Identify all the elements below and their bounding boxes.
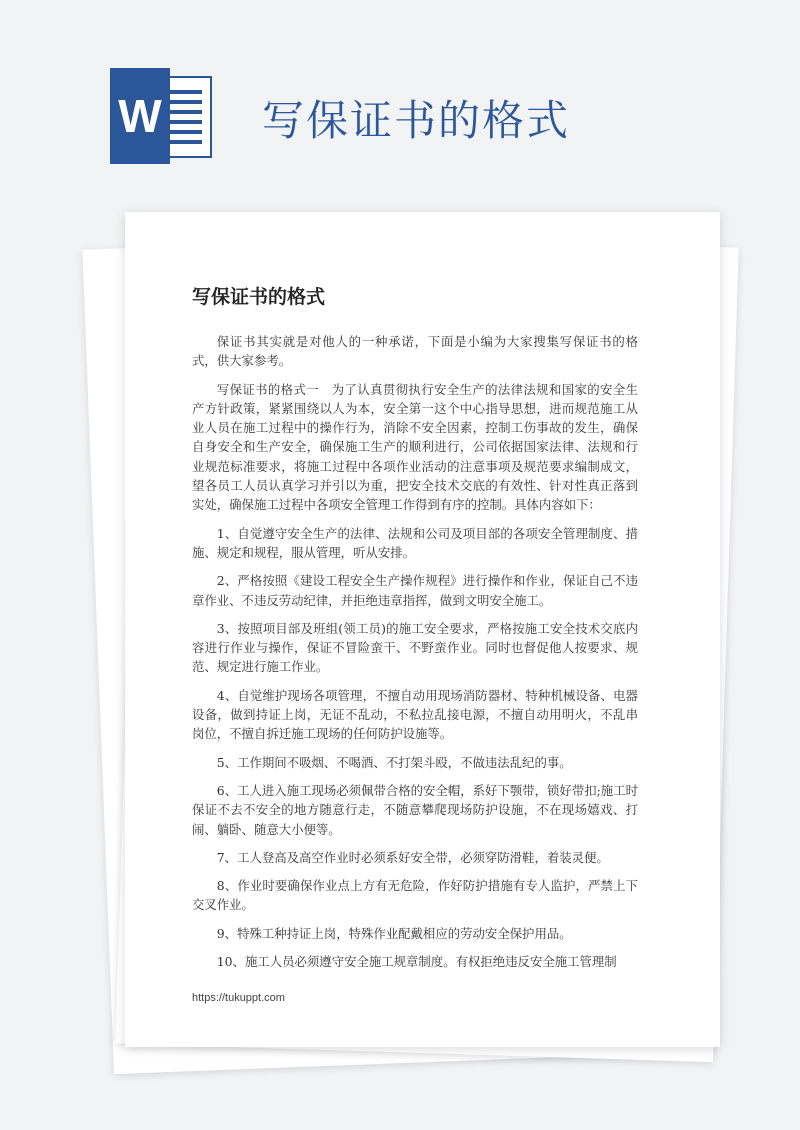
- footer-url: https://tukuppt.com: [192, 992, 285, 1004]
- paragraph: 6、工人进入施工现场必须佩带合格的安全帽，系好下颚带，锁好带扣;施工时保证不去不安全的地方随意行走，不随意攀爬现场防护设施，不在现场嬉戏、打闹、躺卧、随意大小便等。: [192, 782, 638, 837]
- banner-header: [0, 0, 800, 200]
- paragraph: 7、工人登高及高空作业时必须系好安全带，必须穿防滑鞋，着装灵便。: [216, 849, 609, 865]
- paragraph: 保证书其实就是对他人的一种承诺，下面是小编为大家搜集写保证书的格式，供大家参考。: [192, 334, 638, 369]
- paragraph: 10、施工人员必须遵守安全施工规章制度。有权拒绝违反安全施工管理制: [216, 954, 617, 970]
- paragraph: 2、严格按照《建设工程安全生产操作规程》进行操作和作业，保证自己不违章作业、不违反劳动纪律，并拒绝违章指挥，做到文明安全施工。: [192, 573, 638, 608]
- paragraph: 8、作业时要确保作业点上方有无危险，作好防护措施有专人监护，严禁上下交叉作业。: [192, 878, 638, 913]
- paragraph: 3、按照项目部及班组(领工员)的施工安全要求，严格按施工安全技术交底内容进行作业与操作，保证不冒险蛮干、不野蛮作业。同时也督促他人按要求、规范、规定进行施工作业。: [192, 620, 638, 675]
- word-letter-tile: W: [110, 68, 170, 164]
- paragraph: 写保证书的格式一 为了认真贯彻执行安全生产的法律法规和国家的安全生产方针政策，紧紧围绕以人为本，安全第一这个中心指导思想，进而规范施工从业人员在施工过程中的操作行为，消除不安全因素，控制工伤事故的发生，确保自身安全和生产安全，确保施工生产的顺利进行，公司依据国家法律、法规和行业规范标准要求，将施工过程中各项作业活动的注意事项及规范要求编制成文，望各员工人员认真学习并引以为重，把安全技术交底的有效性、针对性真正落到实处，确保施工过程中各项安全管理工作得到有序的控制。具体内容如下：: [192, 381, 638, 513]
- word-document-icon: [110, 68, 216, 164]
- document-page: [125, 212, 720, 1047]
- paragraph: 9、特殊工种持证上岗，特殊作业配戴相应的劳动安全保护用品。: [216, 925, 572, 941]
- document-body: [192, 332, 638, 980]
- paragraph: 5、工作期间不吸烟、不喝酒、不打架斗殴，不做违法乱纪的事。: [216, 754, 572, 770]
- paragraph: 4、自觉维护现场各项管理，不擅自动用现场消防器材、特种机械设备、电器设备，做到持证上岗，无证不乱动，不私拉乱接电源，不擅自动用明火，不乱串岗位，不擅自拆迁施工现场的任何防护设施等。: [192, 687, 638, 742]
- banner-title: 写保证书的格式: [262, 96, 571, 145]
- document-title: 写保证书的格式: [192, 286, 326, 308]
- paragraph: 1、自觉遵守安全生产的法律、法规和公司及项目部的各项安全管理制度、措施、规定和规程，服从管理，听从安排。: [192, 525, 638, 560]
